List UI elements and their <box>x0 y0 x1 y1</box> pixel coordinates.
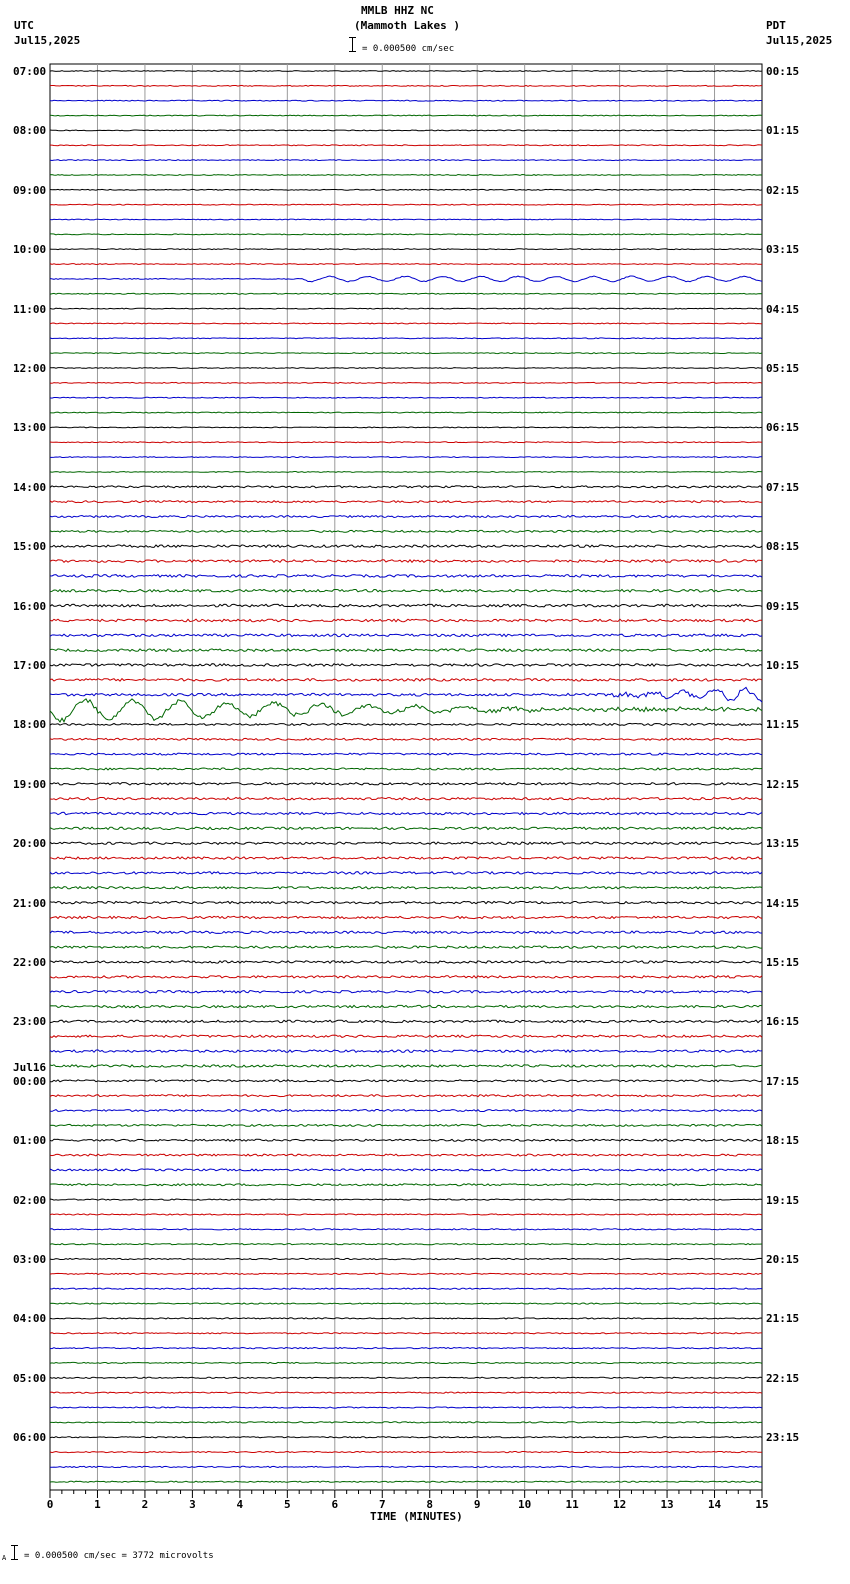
utc-hour-label: 02:00 <box>13 1193 47 1207</box>
trace-row-35 <box>50 590 762 593</box>
trace-row-6 <box>50 160 762 161</box>
pdt-hour-label: 20:15 <box>766 1253 800 1266</box>
utc-hour-label: 00:00 <box>13 1074 47 1088</box>
trace-row-41 <box>50 679 762 682</box>
trace-row-11 <box>50 234 762 235</box>
pdt-hour-label: 17:15 <box>766 1074 800 1088</box>
trace-row-43 <box>50 699 762 722</box>
utc-hour-label: 17:00 <box>13 659 47 672</box>
trace-row-38 <box>50 634 762 637</box>
utc-hour-label: 06:00 <box>13 1431 47 1445</box>
trace-row-4 <box>50 130 762 131</box>
trace-row-36 <box>50 604 762 607</box>
trace-row-44 <box>50 723 762 725</box>
trace-row-56 <box>50 901 762 903</box>
x-tick-label-7: 7 <box>378 1498 386 1511</box>
trace-row-79 <box>50 1244 762 1245</box>
trace-row-49 <box>50 798 762 800</box>
trace-row-25 <box>50 442 762 443</box>
left-timezone: UTC <box>14 19 34 32</box>
x-axis-title: TIME (MINUTES) <box>370 1510 463 1523</box>
pdt-hour-label: 04:15 <box>766 302 800 316</box>
trace-row-12 <box>50 249 762 250</box>
trace-row-3 <box>50 115 762 116</box>
trace-row-47 <box>50 768 762 770</box>
utc-hour-label: 15:00 <box>13 540 47 554</box>
trace-row-40 <box>50 664 762 667</box>
trace-row-76 <box>50 1199 762 1200</box>
date-change-label: Jul16 <box>13 1060 47 1074</box>
trace-row-59 <box>50 946 762 948</box>
utc-hour-label: 19:00 <box>13 777 47 791</box>
trace-row-93 <box>50 1452 762 1453</box>
trace-row-75 <box>50 1184 762 1186</box>
trace-row-69 <box>50 1095 762 1097</box>
trace-row-63 <box>50 1005 762 1007</box>
trace-row-13 <box>50 264 762 265</box>
trace-row-24 <box>50 427 762 428</box>
trace-row-42 <box>50 687 762 702</box>
trace-row-8 <box>50 189 762 190</box>
utc-hour-label: 14:00 <box>13 480 47 494</box>
trace-row-20 <box>50 368 762 369</box>
trace-row-27 <box>50 472 762 473</box>
trace-row-65 <box>50 1035 762 1037</box>
trace-row-80 <box>50 1258 762 1259</box>
pdt-hour-label: 03:15 <box>766 243 800 257</box>
trace-row-55 <box>50 887 762 889</box>
trace-row-67 <box>50 1065 762 1067</box>
trace-row-95 <box>50 1481 762 1482</box>
pdt-hour-label: 16:15 <box>766 1015 800 1029</box>
utc-hour-label: 12:00 <box>13 362 47 375</box>
station-title: MMLB HHZ NC <box>361 4 434 17</box>
utc-hour-label: 01:00 <box>13 1134 47 1148</box>
trace-row-60 <box>50 961 762 963</box>
pdt-hour-label: 01:15 <box>766 124 800 138</box>
trace-row-34 <box>50 575 762 578</box>
utc-hour-label: 16:00 <box>13 599 47 613</box>
pdt-hour-label: 15:15 <box>766 956 800 969</box>
utc-hour-label: 07:00 <box>13 65 47 78</box>
utc-hour-label: 09:00 <box>13 183 47 197</box>
trace-row-89 <box>50 1392 762 1393</box>
trace-row-1 <box>50 85 762 86</box>
pdt-hour-label: 09:15 <box>766 599 800 613</box>
pdt-hour-label: 10:15 <box>766 659 800 672</box>
trace-row-30 <box>50 516 762 518</box>
utc-hour-label: 08:00 <box>13 124 47 138</box>
trace-row-54 <box>50 872 762 874</box>
utc-hour-label: 18:00 <box>13 718 47 732</box>
trace-row-58 <box>50 931 762 933</box>
trace-row-94 <box>50 1466 762 1467</box>
x-tick-label-0: 0 <box>46 1498 54 1511</box>
trace-row-0 <box>50 71 762 72</box>
x-tick-label-11: 11 <box>565 1498 579 1511</box>
pdt-hour-label: 11:15 <box>766 718 800 732</box>
scale-text: = 0.000500 cm/sec <box>362 44 455 54</box>
trace-row-21 <box>50 382 762 383</box>
pdt-hour-label: 06:15 <box>766 421 800 435</box>
grid-lines <box>50 64 762 1490</box>
x-tick-label-14: 14 <box>707 1498 722 1511</box>
trace-row-64 <box>50 1020 762 1022</box>
pdt-hour-label: 05:15 <box>766 362 800 375</box>
trace-row-72 <box>50 1139 762 1141</box>
trace-row-83 <box>50 1303 762 1304</box>
trace-row-2 <box>50 100 762 101</box>
trace-row-33 <box>50 560 762 563</box>
pdt-hour-label: 21:15 <box>766 1312 800 1326</box>
x-tick-label-9: 9 <box>473 1498 481 1511</box>
utc-hour-label: 05:00 <box>13 1371 47 1385</box>
trace-row-81 <box>50 1273 762 1274</box>
pdt-hour-label: 07:15 <box>766 480 800 494</box>
trace-row-39 <box>50 649 762 652</box>
x-tick-label-15: 15 <box>755 1498 769 1511</box>
x-tick-label-4: 4 <box>236 1498 244 1511</box>
trace-row-18 <box>50 338 762 339</box>
trace-row-26 <box>50 457 762 458</box>
pdt-hour-label: 08:15 <box>766 540 800 554</box>
utc-hour-label: 11:00 <box>13 302 47 316</box>
footer-scale-bar-icon <box>14 1545 15 1560</box>
trace-row-32 <box>50 545 762 548</box>
x-tick-label-12: 12 <box>612 1498 627 1511</box>
x-tick-label-10: 10 <box>518 1498 532 1511</box>
trace-row-66 <box>50 1050 762 1052</box>
pdt-hour-label: 22:15 <box>766 1371 800 1385</box>
trace-row-14 <box>50 276 762 282</box>
trace-row-90 <box>50 1407 762 1408</box>
trace-row-53 <box>50 857 762 859</box>
pdt-hour-label: 19:15 <box>766 1193 800 1207</box>
trace-row-7 <box>50 175 762 176</box>
location-title: (Mammoth Lakes ) <box>354 19 460 32</box>
right-timezone: PDT <box>766 19 786 32</box>
trace-row-92 <box>50 1437 762 1438</box>
footer-scale-cap-bottom <box>11 1559 18 1560</box>
pdt-hour-label: 02:15 <box>766 183 800 197</box>
trace-row-51 <box>50 827 762 829</box>
utc-hour-label: 21:00 <box>13 896 47 910</box>
trace-row-85 <box>50 1333 762 1334</box>
trace-row-50 <box>50 812 762 814</box>
pdt-hour-label: 18:15 <box>766 1134 800 1148</box>
x-tick-label-2: 2 <box>141 1498 149 1511</box>
trace-row-74 <box>50 1169 762 1171</box>
utc-hour-label: 04:00 <box>13 1312 47 1326</box>
x-tick-label-6: 6 <box>331 1498 339 1511</box>
left-date: Jul15,2025 <box>14 34 81 47</box>
trace-row-45 <box>50 738 762 740</box>
x-tick-label-8: 8 <box>426 1498 434 1511</box>
trace-row-71 <box>50 1124 762 1126</box>
footer-scale-cap-top <box>11 1545 18 1546</box>
x-tick-label-1: 1 <box>94 1498 101 1511</box>
trace-row-88 <box>50 1377 762 1378</box>
trace-row-91 <box>50 1422 762 1423</box>
trace-row-78 <box>50 1229 762 1230</box>
trace-row-57 <box>50 916 762 918</box>
trace-row-16 <box>50 308 762 309</box>
pdt-hour-label: 23:15 <box>766 1431 800 1445</box>
trace-row-73 <box>50 1154 762 1156</box>
trace-row-46 <box>50 753 762 755</box>
trace-row-28 <box>50 486 762 488</box>
trace-row-23 <box>50 412 762 413</box>
footer-scale-note: = 0.000500 cm/sec = 3772 microvolts <box>24 1551 214 1561</box>
right-date: Jul15,2025 <box>766 34 833 47</box>
time-axis <box>47 1490 769 1511</box>
x-tick-label-3: 3 <box>189 1498 196 1511</box>
utc-hour-label: 23:00 <box>13 1015 47 1029</box>
trace-row-10 <box>50 219 762 220</box>
utc-hour-label: 13:00 <box>13 421 47 435</box>
trace-row-84 <box>50 1318 762 1319</box>
trace-row-48 <box>50 783 762 785</box>
trace-row-52 <box>50 842 762 844</box>
trace-row-9 <box>50 204 762 205</box>
trace-row-17 <box>50 323 762 324</box>
trace-row-29 <box>50 501 762 503</box>
plot-frame <box>50 64 762 1490</box>
trace-row-31 <box>50 530 762 532</box>
trace-row-77 <box>50 1214 762 1215</box>
x-tick-label-5: 5 <box>284 1498 291 1511</box>
pdt-hour-label: 13:15 <box>766 837 800 851</box>
utc-hour-label: 22:00 <box>13 956 47 969</box>
footer-mark: A <box>2 1554 7 1562</box>
utc-hour-label: 10:00 <box>13 243 47 257</box>
pdt-hour-label: 12:15 <box>766 777 800 791</box>
trace-row-5 <box>50 145 762 146</box>
trace-row-87 <box>50 1362 762 1363</box>
utc-hour-label: 20:00 <box>13 837 47 851</box>
trace-row-68 <box>50 1080 762 1082</box>
trace-group <box>50 71 762 1483</box>
x-tick-label-13: 13 <box>660 1498 674 1511</box>
trace-row-61 <box>50 976 762 978</box>
trace-row-37 <box>50 619 762 622</box>
utc-hour-label: 03:00 <box>13 1253 47 1266</box>
trace-row-15 <box>50 293 762 294</box>
trace-row-62 <box>50 991 762 993</box>
pdt-hour-label: 00:15 <box>766 65 800 78</box>
trace-row-86 <box>50 1348 762 1349</box>
trace-row-22 <box>50 397 762 398</box>
trace-row-70 <box>50 1110 762 1112</box>
trace-row-82 <box>50 1288 762 1289</box>
trace-row-19 <box>50 353 762 354</box>
pdt-hour-label: 14:15 <box>766 896 800 910</box>
